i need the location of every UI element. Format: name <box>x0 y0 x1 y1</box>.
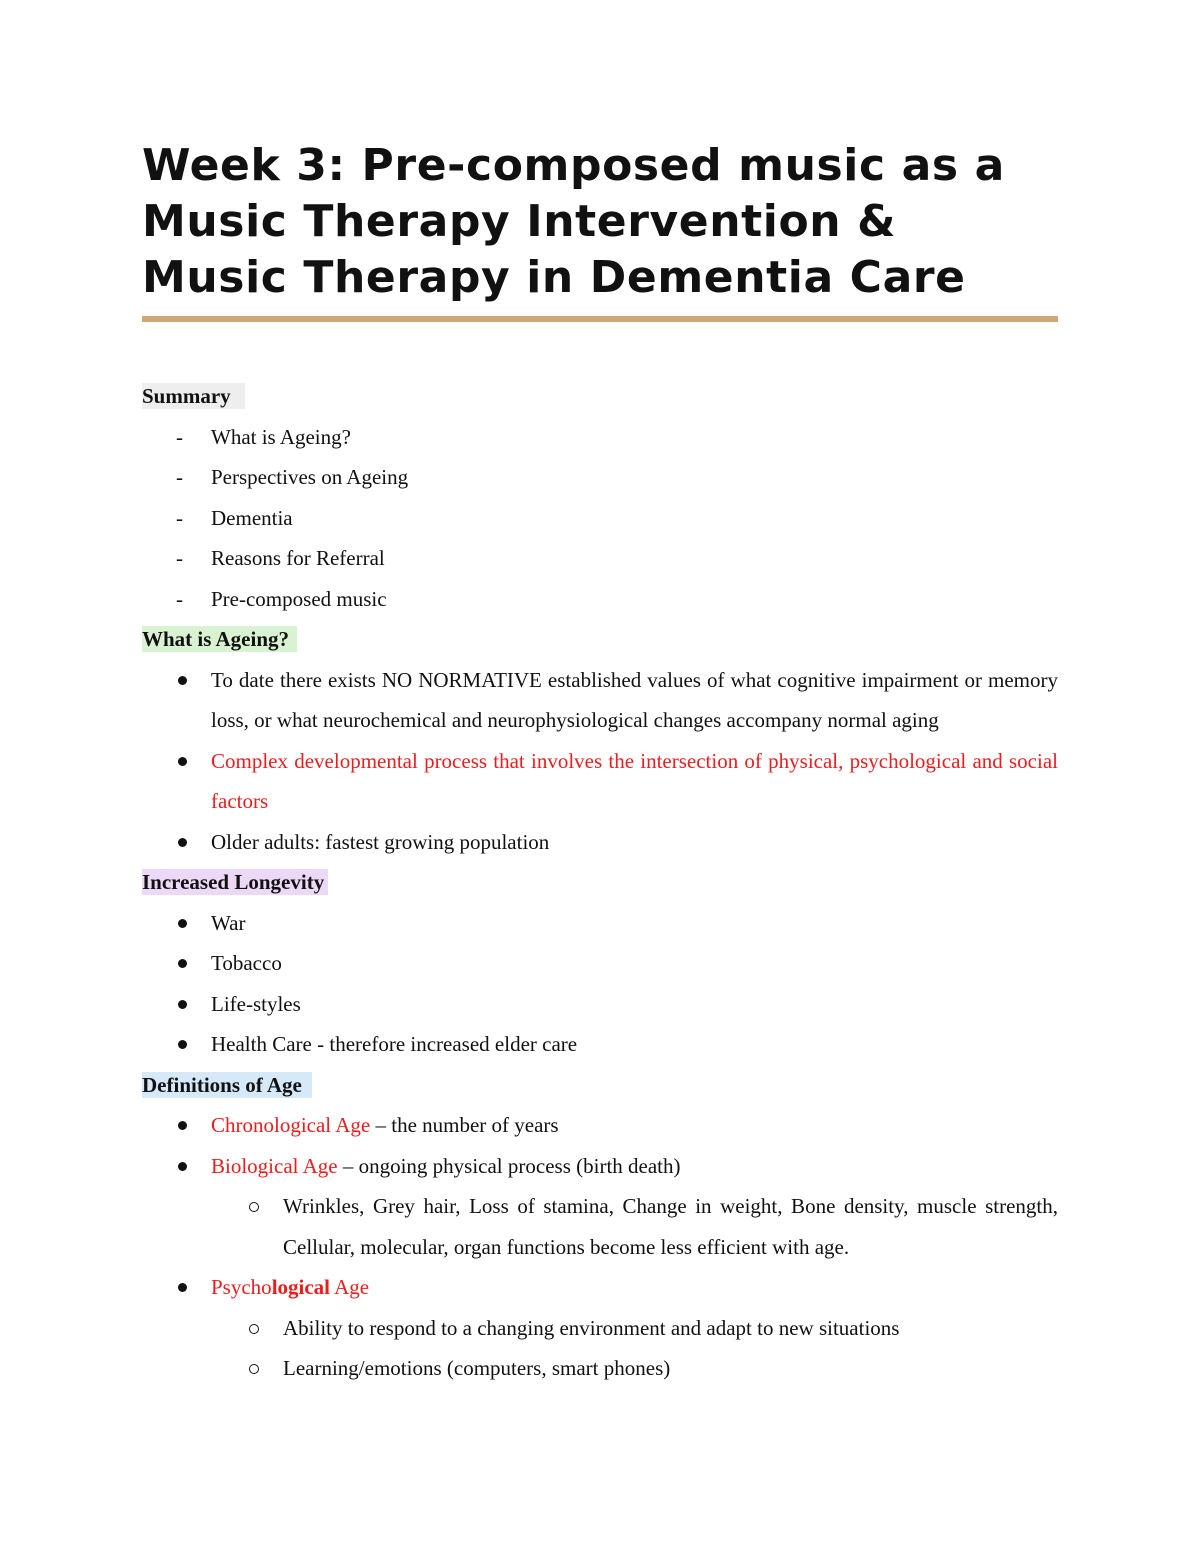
definitions-list <box>142 1105 1058 1389</box>
biological-sub-item-text: Wrinkles, Grey hair, Loss of stamina, Change in weight, Bone density, muscle strength, Cellular, molecular, organ functions become less efficient with age. <box>283 1194 1058 1259</box>
psychological-term-part-1: Psycho <box>211 1275 272 1299</box>
dash-bullet-icon: - <box>176 546 183 570</box>
psychological-term-part-3: Age <box>330 1275 370 1299</box>
ageing-item-text: To date there exists NO NORMATIVE established values of what cognitive impairment or memory loss, or what neurochemical and neurophysiological changes accompany normal aging <box>211 667 1058 732</box>
dash-bullet-icon: - <box>176 586 183 611</box>
psychological-sub-list <box>142 1308 1058 1389</box>
bullet-circle-icon <box>249 1202 259 1212</box>
summary-list <box>142 417 1058 620</box>
ageing-item-text: Complex developmental process that involves the intersection of physical, psychological and social factors <box>211 748 1058 813</box>
bullet-circle-icon <box>249 1364 259 1374</box>
biological-sub-item <box>142 1186 1058 1267</box>
ageing-heading: What is Ageing? <box>142 626 297 652</box>
psychological-sub-item-text: Ability to respond to a changing environment and adapt to new situations <box>283 1315 900 1340</box>
title-line-1: Week 3: Pre-composed music as a <box>142 140 1005 191</box>
summary-item-text: What is Ageing? <box>211 424 351 449</box>
chronological-age-desc: – the number of years <box>370 1113 559 1137</box>
document-page <box>142 138 1058 1389</box>
longevity-item-text: Health Care - therefore increased elder care <box>211 1032 578 1056</box>
bullet-dot-icon <box>178 1121 187 1130</box>
ageing-item <box>142 660 1058 741</box>
title-line-2: Music Therapy Intervention & <box>142 196 897 247</box>
definitions-heading-row <box>142 1065 1058 1106</box>
biological-age-desc: – ongoing physical process (birth death) <box>337 1153 681 1178</box>
ageing-item <box>142 741 1058 822</box>
biological-sub-list-host <box>142 1186 1058 1267</box>
psychological-age-term <box>211 1275 369 1299</box>
dash-bullet-icon: - <box>176 424 183 449</box>
longevity-item <box>142 984 1058 1025</box>
psychological-sub-item <box>142 1308 1058 1349</box>
summary-heading: Summary <box>142 383 245 409</box>
definition-item-psychological <box>142 1267 1058 1308</box>
ageing-item <box>142 822 1058 863</box>
definition-item-biological <box>142 1146 1058 1187</box>
summary-item-text: Dementia <box>211 505 293 530</box>
title-line-3: Music Therapy in Dementia Care <box>142 252 966 303</box>
longevity-item <box>142 903 1058 944</box>
psychological-sub-list-host <box>142 1308 1058 1389</box>
longevity-item-text: Tobacco <box>211 951 282 975</box>
document-body <box>142 376 1058 1389</box>
bullet-circle-icon <box>249 1324 259 1334</box>
summary-item-text: Perspectives on Ageing <box>211 465 409 489</box>
longevity-item <box>142 1024 1058 1065</box>
longevity-heading: Increased Longevity <box>142 869 328 895</box>
longevity-heading-row <box>142 862 1058 903</box>
summary-item-text: Reasons for Referral <box>211 546 385 570</box>
summary-item <box>142 457 1058 498</box>
psychological-sub-item <box>142 1348 1058 1389</box>
bullet-dot-icon <box>178 959 187 968</box>
ageing-list <box>142 660 1058 863</box>
biological-age-term: Biological Age <box>211 1153 338 1178</box>
psychological-term-part-2: logical <box>271 1275 331 1299</box>
title-underline-rule <box>142 316 1058 322</box>
bullet-dot-icon <box>178 919 187 928</box>
dash-bullet-icon: - <box>176 465 183 489</box>
summary-heading-row <box>142 376 1058 417</box>
biological-sub-list <box>142 1186 1058 1267</box>
longevity-item-text: War <box>211 910 246 935</box>
psychological-sub-item-text: Learning/emotions (computers, smart phones) <box>283 1356 671 1380</box>
bullet-dot-icon <box>178 757 187 766</box>
longevity-list <box>142 903 1058 1065</box>
summary-item <box>142 538 1058 579</box>
summary-item <box>142 579 1058 620</box>
definition-item-chronological <box>142 1105 1058 1146</box>
document-title <box>142 138 1058 306</box>
summary-item <box>142 498 1058 539</box>
bullet-dot-icon <box>178 838 187 847</box>
summary-item <box>142 417 1058 458</box>
bullet-dot-icon <box>178 676 187 685</box>
longevity-item-text: Life-styles <box>211 991 301 1016</box>
definitions-heading: Definitions of Age <box>142 1072 312 1098</box>
chronological-age-term: Chronological Age <box>211 1113 371 1137</box>
ageing-heading-row <box>142 619 1058 660</box>
longevity-item <box>142 943 1058 984</box>
bullet-dot-icon <box>178 1040 187 1049</box>
ageing-item-text: Older adults: fastest growing population <box>211 829 550 854</box>
dash-bullet-icon: - <box>176 505 183 530</box>
bullet-dot-icon <box>178 1000 187 1009</box>
bullet-dot-icon <box>178 1283 187 1292</box>
bullet-dot-icon <box>178 1162 187 1171</box>
summary-item-text: Pre-composed music <box>211 586 387 611</box>
